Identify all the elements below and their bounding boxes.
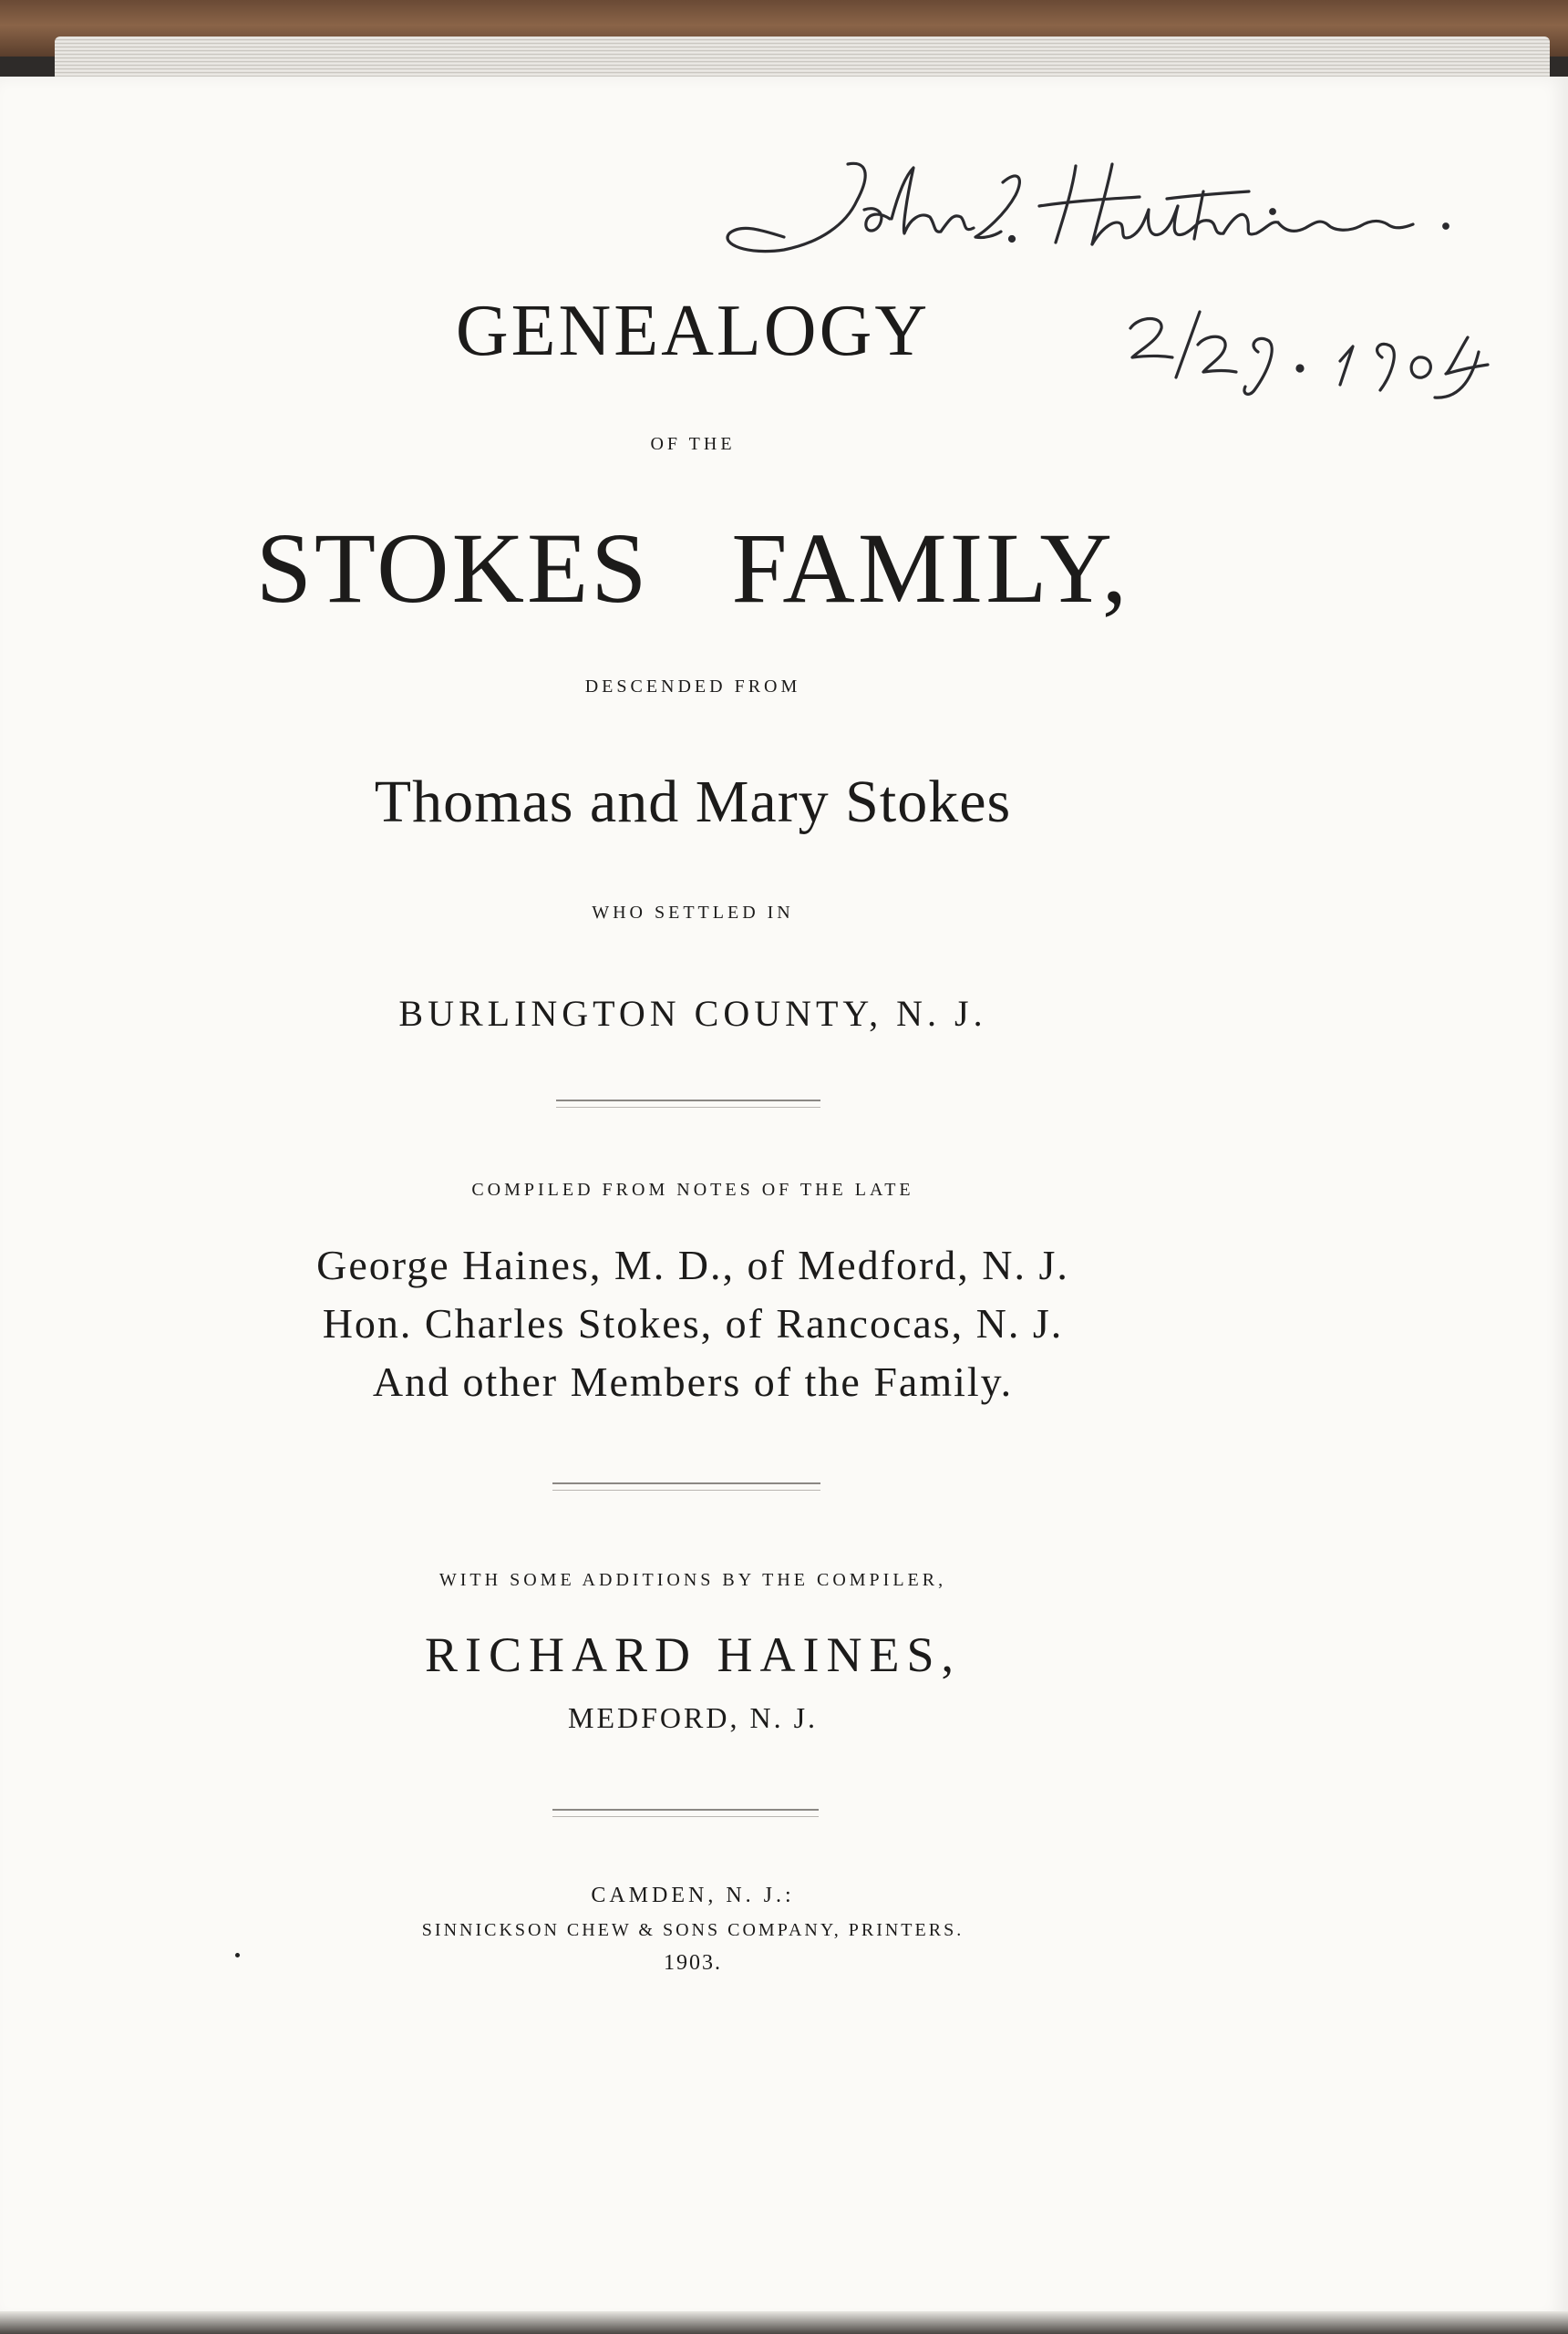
title-word-stokes: STOKES <box>255 512 650 624</box>
subtitle-of-the: OF THE <box>650 434 736 454</box>
imprint-city: CAMDEN, N. J.: <box>591 1884 795 1907</box>
printer-line: SINNICKSON CHEW & SONS COMPANY, PRINTERS. <box>421 1920 965 1940</box>
ornamental-rule <box>552 1482 820 1491</box>
contributor-line: George Haines, M. D., of Medford, N. J. <box>316 1242 1069 1288</box>
title-stokes-family <box>100 511 1285 626</box>
ornamental-rule <box>552 1809 819 1817</box>
compiler-place: MEDFORD, N. J. <box>567 1701 819 1734</box>
additions-line: WITH SOME ADDITIONS BY THE COMPILER, <box>438 1570 947 1590</box>
ornamental-rule <box>556 1100 820 1108</box>
descended-from-line: DESCENDED FROM <box>584 676 801 697</box>
ink-speck <box>235 1953 240 1957</box>
title-word-family: FAMILY, <box>731 512 1130 624</box>
publication-year: 1903. <box>664 1951 722 1975</box>
title-genealogy: GENEALOGY <box>455 291 931 371</box>
contributors-block <box>109 1236 1276 1411</box>
contributor-line: Hon. Charles Stokes, of Rancocas, N. J. <box>322 1300 1064 1347</box>
who-settled-in-line: WHO SETTLED IN <box>592 903 794 923</box>
ancestors-line: Thomas and Mary Stokes <box>374 769 1012 835</box>
page-edges <box>55 36 1550 82</box>
location-line: BURLINGTON COUNTY, N. J. <box>398 993 987 1034</box>
page-bottom-edge <box>0 2311 1568 2334</box>
compiler-name: RICHARD HAINES, <box>424 1627 962 1682</box>
contributor-line: And other Members of the Family. <box>372 1358 1014 1405</box>
compiled-from-line: COMPILED FROM NOTES OF THE LATE <box>471 1180 914 1200</box>
